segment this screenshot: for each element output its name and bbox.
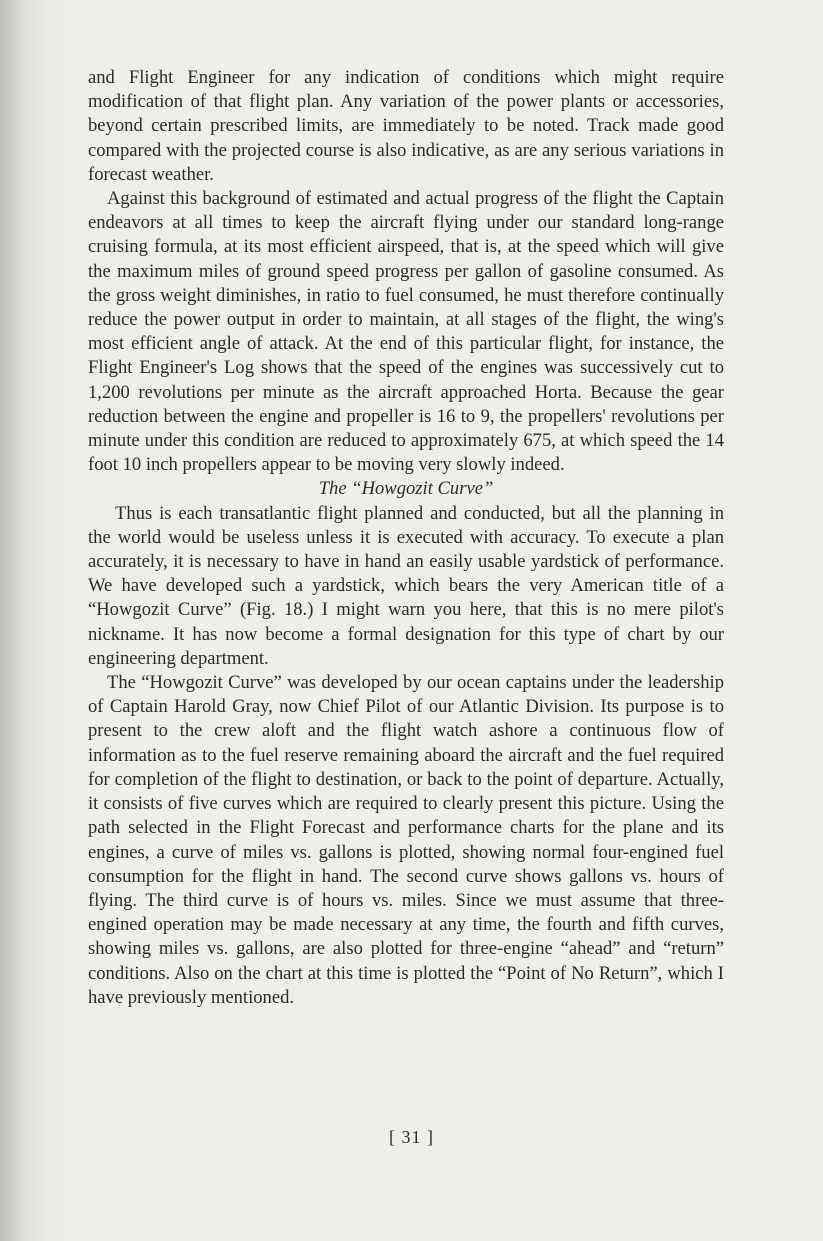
section-heading: The “Howgozit Curve” xyxy=(318,478,494,500)
paragraph-howgozit-development: The “Howgozit Curve” was developed by our ocean captains under the leadership of Captain Harold Gray, now Chief Pilot of our Atlantic Division. Its purpose is to present to the crew aloft and the flight watch ashore a continuous flow of information as to the fuel reserve remaining aboard the aircraft and the fuel required for completion of the flight to destination, or back to the point of departure. Actually, it consists of five curves which are required to clearly present this picture. Using the path selected in the Flight Forecast and performance charts for the plane and its engines, a curve of miles vs. gallons is plotted, showing normal four-engined fuel consumption for the flight in hand. The second curve shows gallons vs. hours of flying. The third curve is of hours vs. miles. Since we must assume that three-engined operation may be made necessary at any time, the fourth and fifth curves, showing miles vs. gallons, are also plotted for three-engine “ahead” and “return” conditions. Also on the chart at this time is plotted the “Point of No Return”, which I have previously mentioned. xyxy=(88,672,724,1008)
body-text xyxy=(88,66,724,1010)
paragraph-howgozit-intro: Thus is each transatlantic flight planned and conducted, but all the planning in the world would be useless unless it is executed with accuracy. To execute a plan accurately, it is necessary to have in hand an easily usable yardstick of performance. We have developed such a yardstick, which bears the very American title of a “Howgozit Curve” (Fig. 18.) I might warn you here, that this is no mere pilot's nickname. It has now become a formal designation for this type of chart by our engineering department. xyxy=(88,502,724,669)
page-number: [ 31 ] xyxy=(389,1127,434,1147)
paragraph-continued: and Flight Engineer for any indication of conditions which might require modification of that flight plan. Any variation of the power plants or accessories, beyond certain prescribed limits, are immediately to be noted. Track made good compared with the projected course is also indicative, as are any serious variations in forecast weather. xyxy=(88,67,724,185)
paragraph-cruising-formula: Against this background of estimated and actual progress of the flight the Captain endeavors at all times to keep the aircraft flying under our standard long-range cruising formula, at its most efficient airspeed, that is, at the speed which will give the maximum miles of ground speed progress per gallon of gasoline consumed. As the gross weight diminishes, in ratio to fuel consumed, he must therefore continually reduce the power output in order to maintain, at all stages of the flight, the wing's most efficient angle of attack. At the end of this particular flight, for instance, the Flight Engineer's Log shows that the speed of the engines was successively cut to 1,200 revolutions per minute as the aircraft approached Horta. Because the gear reduction between the engine and propeller is 16 to 9, the propellers' revolutions per minute under this condition are reduced to approximately 675, at which speed the 14 foot 10 inch propellers appear to be moving very slowly indeed. xyxy=(88,188,724,476)
